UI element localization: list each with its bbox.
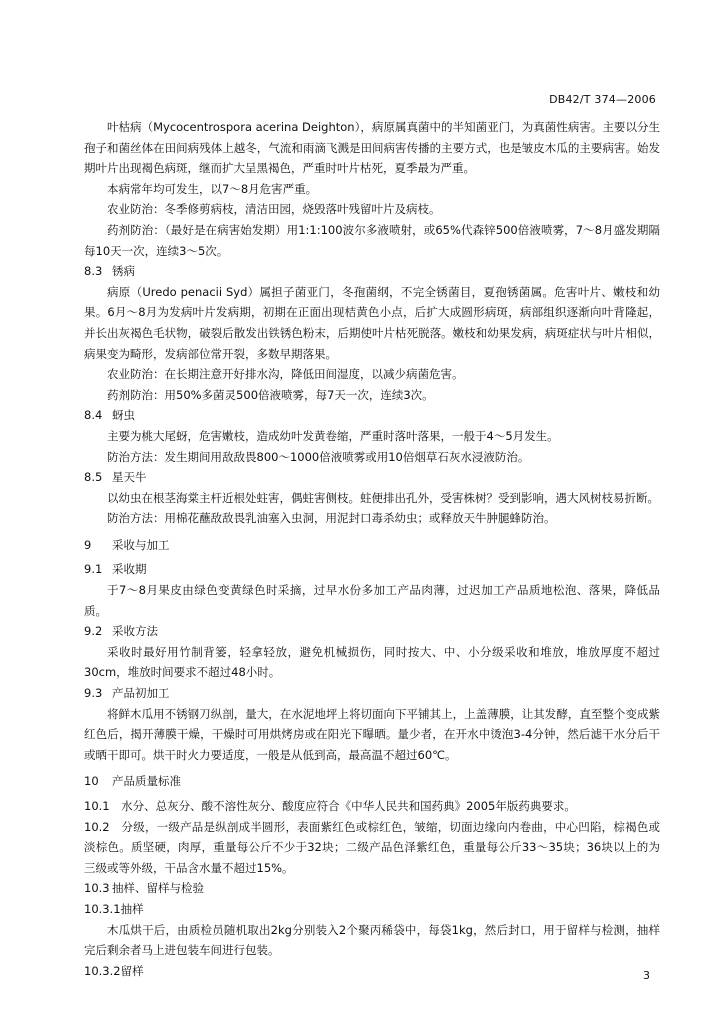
section-number: 8.4: [84, 408, 103, 423]
section-number: 9.1: [84, 562, 103, 577]
section-title: 蚜虫: [112, 408, 135, 423]
paragraph: 将鲜木瓜用不锈钢刀纵剖，量大，在水泥地坪上将切面向下平铺其上，上盖薄膜，让其发酵，直至整个变成紫红色后，揭开薄膜干燥，干燥时可用烘烤房或在阳光下曝晒。量少者，在开水中烫泡3-4分钟，然后滤干水分后干或晒干即可。烘干时火力要适度，一般是从低到高，最高温不超过60℃。: [84, 706, 660, 762]
section-title: 采收方法: [112, 624, 158, 639]
section-title: 留样: [120, 963, 144, 978]
section-number: 10.3.2: [84, 963, 121, 978]
paragraph: 叶枯病（Mycocentrospora acerina Deighton），病原属真菌中的半知菌亚门，为真菌性病害。主要以分生孢子和菌丝体在田间病残体上越冬，气流和雨滴飞溅是田间病害传播的主要方式，也是皱皮木瓜的主要病害。始发期叶片出现褐色病斑，继而扩大呈黑褐色，严重时叶片枯死，夏季最为严重。: [84, 120, 660, 176]
paragraph: 防治方法：用棉花蘸敌敌畏乳油塞入虫洞，用泥封口毒杀幼虫；或释放天牛肿腿蜂防治。: [107, 511, 556, 526]
section-heading: [84, 261, 660, 282]
section-heading: [84, 771, 660, 792]
section-number: 9: [84, 537, 92, 552]
paragraph: 药剂防治：用50%多菌灵500倍液喷雾，每7天一次，连续3次。: [107, 387, 434, 402]
section-heading: [84, 405, 660, 426]
paragraph: 防治方法：发生期间用敌敌畏800～1000倍液喷雾或用10倍烟草石灰水浸液防治。: [107, 449, 530, 464]
section-number: 10.3.1: [84, 901, 121, 916]
section-title: 抽样: [120, 901, 144, 916]
paragraph: 病原（Uredo penacii Syd）属担子菌亚门，冬孢菌纲，不完全锈菌目，夏孢锈菌属。危害叶片、嫩枝和幼果。6月～8月为发病叶片发病期，初期在正面出现桔黄色小点，后扩大成圆形病斑，病部组织逐渐向叶背隆起，并长出灰褐色毛状物，破裂后散发出铁锈色粉末，后期使叶片枯死脱落。嫩枝和幼果发病，病斑症状与叶片相似，病果变为畸形，发病部位常开裂，多数早期落果。: [84, 284, 660, 361]
section-number: 10: [84, 774, 99, 789]
paragraph: 主要为桃大尾蚜，危害嫩枝，造成幼叶发黄卷缩，严重时落叶落果，一般于4～5月发生。: [107, 428, 559, 443]
paragraph: 农业防治：在长期注意开好排水沟，降低田间湿度，以减少病菌危害。: [107, 367, 464, 382]
paragraph: 于7～8月果皮由绿色变黄绿色时采摘，过早水份多加工产品肉薄，过迟加工产品质地松泡、落果，降低品质。: [84, 583, 660, 618]
section-heading: [84, 621, 660, 642]
paragraph: 木瓜烘干后，由质检员随机取出2kg分别装入2个聚丙稀袋中，每袋1kg，然后封口，用于留样与检测，抽样完后剩余者马上进包装车间进行包装。: [84, 922, 660, 958]
paragraph: 采收时最好用竹制背篓，轻拿轻放，避免机械损伤，同时按大、中、小分级采收和堆放，堆放厚度不超过30cm，堆放时间要求不超过48小时。: [84, 644, 660, 680]
paragraph: 药剂防治：（最好是在病害始发期）用1:1:100波尔多液喷射，或65%代森锌500倍液喷雾，7～8月盛发期隔每10天一次，连续3～5次。: [84, 222, 660, 258]
paragraph: 本病常年均可发生，以7～8月危害严重。: [107, 181, 318, 196]
section-title: 锈病: [112, 264, 135, 279]
paragraph: 农业防治：冬季修剪病枝，清洁田园，烧毁落叶残留叶片及病枝。: [107, 202, 441, 217]
section-title: 星天牛: [112, 470, 147, 485]
section-title: 采收与加工: [112, 537, 170, 552]
paragraph: 以幼虫在根茎海棠主杆近根处蛀害，偶蛀害侧枝。蛀便排出孔外，受害株树？受到影响，遇大风树枝易折断。: [107, 490, 659, 505]
section-heading: [84, 878, 660, 899]
page-number: 3: [643, 969, 650, 982]
section-number: 8.3: [84, 264, 103, 279]
section-number: 8.5: [84, 470, 103, 485]
section-title: 产品初加工: [112, 686, 170, 701]
section-number: 10.3: [84, 881, 110, 896]
section-heading: [84, 683, 660, 704]
document-body: [84, 117, 660, 981]
section-number: 9.2: [84, 624, 103, 639]
section-heading: [84, 899, 660, 920]
section-heading: [84, 961, 660, 982]
section-number: 9.3: [84, 686, 103, 701]
paragraph: 10.1 水分、总灰分、酸不溶性灰分、酸度应符合《中华人民共和国药典》2005年版药典要求。: [84, 799, 576, 813]
section-heading: [84, 467, 660, 488]
section-title: 抽样、留样与检验: [112, 881, 204, 896]
paragraph: 10.2 分级，一级产品是纵剖成半圆形，表面紫红色或棕红色，皱缩，切面边缘向内卷曲，中心凹陷，棕褐色或淡棕色。质坚硬，肉厚，重量每公斤不少于32块；二级产品色泽紫红色，重量每公斤33～35块；36块以上的为三级或等外级，干品含水量不超过15%。: [84, 819, 660, 875]
section-heading: [84, 535, 660, 556]
section-heading: [84, 559, 660, 580]
section-title: 产品质量标准: [112, 774, 181, 789]
section-title: 采收期: [112, 562, 147, 577]
standard-code: DB42/T 374—2006: [549, 93, 656, 106]
